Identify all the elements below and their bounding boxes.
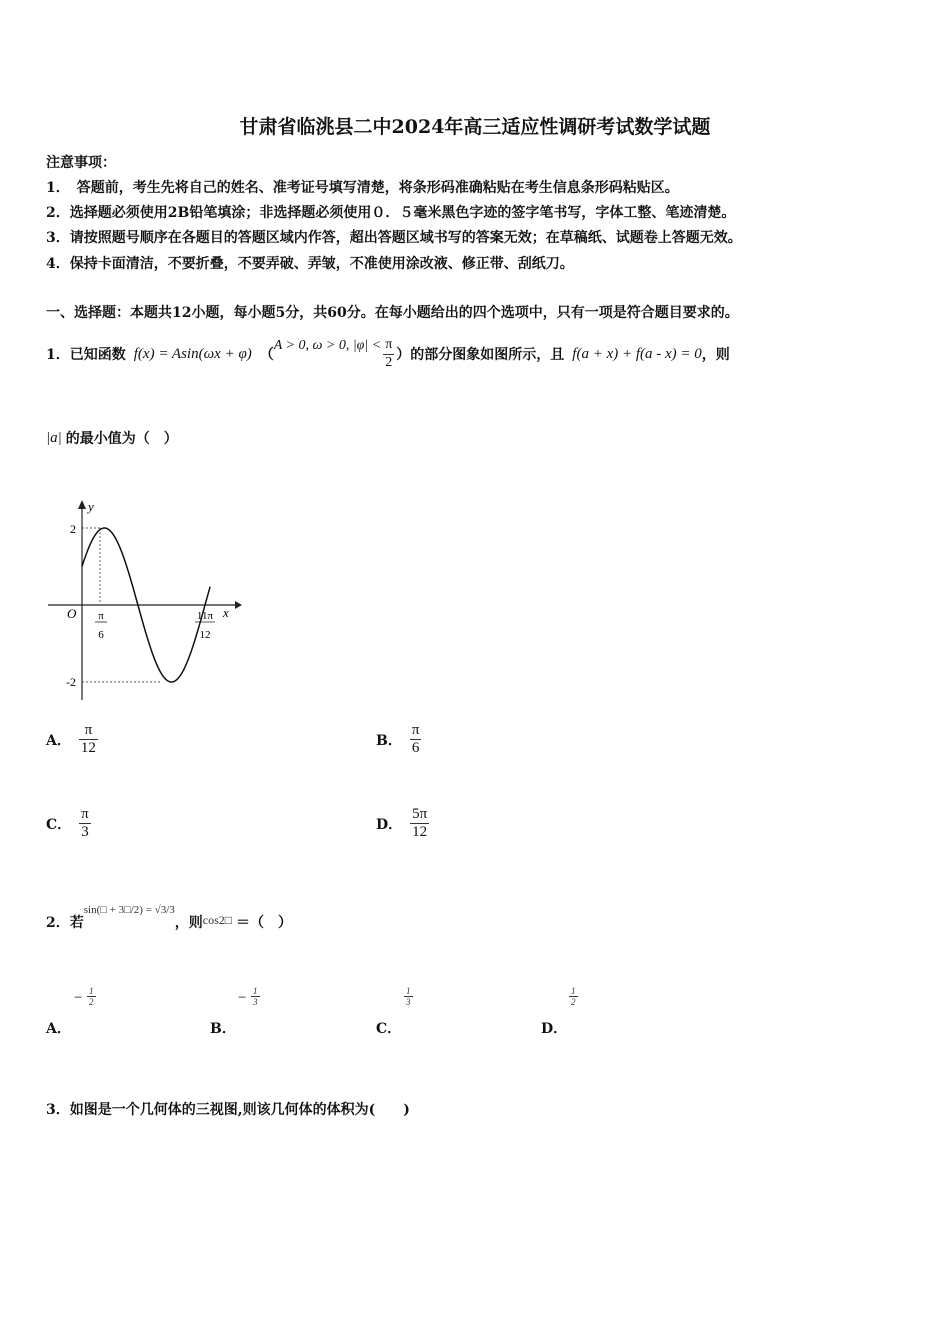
q2-option-d[interactable] bbox=[541, 984, 611, 1037]
q2-condition: sin(□ + 3□/2) = √3/3 bbox=[83, 904, 175, 916]
y-label: y bbox=[88, 499, 94, 514]
q1-option-c-num: π bbox=[79, 806, 91, 824]
q1-line2: 的最小值为（ ） bbox=[65, 431, 178, 447]
q2-option-a-num: 1 bbox=[89, 986, 94, 996]
q1-option-d-num: 5π bbox=[410, 806, 429, 824]
tick1-denominator: 6 bbox=[98, 629, 104, 641]
q2-option-b-den: 3 bbox=[253, 997, 258, 1008]
q2-tail: ＝（ ） bbox=[236, 915, 293, 931]
q2-option-b-fraction bbox=[251, 986, 260, 1008]
q2-option-a-fraction bbox=[87, 986, 96, 1008]
x-label: x bbox=[223, 605, 229, 620]
q2-option-d-label: D． bbox=[541, 1021, 568, 1037]
q2-target: cos2□ bbox=[202, 913, 233, 927]
x-axis-arrow-icon bbox=[235, 601, 242, 609]
q1-open-paren: （ bbox=[259, 347, 274, 363]
q2-option-c-label: C． bbox=[376, 1021, 402, 1037]
tick2-denominator: 12 bbox=[199, 629, 211, 641]
q1-option-b-num: π bbox=[410, 722, 422, 740]
q1-cond-numerator: π bbox=[383, 337, 394, 354]
y-axis-arrow-icon bbox=[78, 500, 86, 509]
section-heading: 一、选择题：本题共12小题，每小题5分，共60分。在每小题给出的四个选项中，只有一项是符合题目要求的。 bbox=[46, 305, 739, 321]
y-max-label: 2 bbox=[70, 522, 76, 536]
q1-abs-a: |a| bbox=[46, 429, 62, 446]
origin-label: O bbox=[67, 606, 77, 621]
q1-option-b-label: B． bbox=[376, 732, 402, 749]
q1-option-a-num: π bbox=[79, 722, 98, 740]
q1-function: f(x) = Asin(ωx + φ) bbox=[133, 345, 252, 362]
q2-option-c[interactable] bbox=[376, 984, 446, 1037]
question-2 bbox=[46, 904, 292, 932]
notice-item-3: 3．请按照题号顺序在各题目的答题区域内作答，超出答题区域书写的答案无效；在草稿纸、试题卷上答题无效。 bbox=[46, 230, 742, 246]
q1-option-d-fraction bbox=[410, 806, 429, 842]
question-1-line2 bbox=[46, 428, 178, 448]
q2-option-a[interactable] bbox=[46, 984, 116, 1037]
q1-option-b-den: 6 bbox=[411, 740, 420, 757]
page-title: 甘肃省临洮县二中2024年高三适应性调研考试数学试题 bbox=[239, 116, 711, 138]
q1-option-c-label: C． bbox=[46, 816, 72, 833]
tick2-numerator: 11π bbox=[196, 610, 214, 622]
notice-item-2: 2．选择题必须使用2B铅笔填涂；非选择题必须使用０．５毫米黑色字迹的签字笔书写，字体工整、笔迹清楚。 bbox=[46, 205, 736, 221]
notice-item-1: 1． 答题前，考生先将自己的姓名、准考证号填写清楚，将条形码准确粘贴在考生信息条形码粘贴区。 bbox=[46, 180, 679, 196]
q2-option-c-den: 3 bbox=[406, 997, 411, 1008]
q2-mid: ，则 bbox=[174, 915, 203, 931]
q1-option-c[interactable] bbox=[46, 806, 91, 842]
question-1-line1 bbox=[46, 334, 730, 374]
q1-option-a-label: A． bbox=[46, 732, 71, 749]
q2-option-a-den: 2 bbox=[89, 997, 94, 1008]
q2-option-d-den: 2 bbox=[571, 997, 576, 1008]
q2-option-c-num: 1 bbox=[406, 986, 411, 996]
q1-tail: ，则 bbox=[701, 347, 730, 363]
q2-option-c-fraction bbox=[404, 986, 413, 1008]
q1-relation: f(a + x) + f(a - x) = 0 bbox=[572, 345, 702, 362]
q1-option-b[interactable] bbox=[376, 722, 421, 758]
q2-option-b-label: B． bbox=[210, 1021, 236, 1037]
q1-close-text: ）的部分图象如图所示，且 bbox=[396, 347, 565, 363]
q2-option-a-sign: − bbox=[74, 990, 83, 1006]
q1-cond-denominator: 2 bbox=[385, 354, 393, 370]
tick1-numerator: π bbox=[98, 610, 104, 622]
q1-condition-fraction bbox=[383, 337, 394, 370]
q1-option-a-den: 12 bbox=[80, 740, 96, 757]
q1-prefix: 1．已知函数 bbox=[46, 347, 126, 363]
q1-option-c-den: 3 bbox=[81, 824, 89, 841]
q2-prefix: 2．若 bbox=[46, 915, 84, 931]
question-3: 3．如图是一个几何体的三视图,则该几何体的体积为( ) bbox=[46, 1102, 410, 1118]
notice-item-4: 4．保持卡面清洁，不要折叠，不要弄破、弄皱，不准使用涂改液、修正带、刮纸刀。 bbox=[46, 256, 574, 272]
q2-option-d-num: 1 bbox=[571, 986, 576, 996]
q1-option-a-fraction bbox=[79, 722, 98, 758]
q1-option-d-den: 12 bbox=[412, 824, 428, 841]
q1-option-c-fraction bbox=[79, 806, 91, 842]
q1-option-b-fraction bbox=[410, 722, 422, 758]
q2-option-a-label: A． bbox=[46, 1021, 71, 1037]
y-min-label: -2 bbox=[66, 675, 76, 689]
q1-graph bbox=[40, 495, 250, 710]
q1-option-d[interactable] bbox=[376, 806, 429, 842]
q2-option-d-fraction bbox=[569, 986, 578, 1008]
q2-option-b-num: 1 bbox=[253, 986, 258, 996]
q1-option-a[interactable] bbox=[46, 722, 98, 758]
q2-option-b-sign: − bbox=[238, 990, 247, 1006]
q2-option-b[interactable] bbox=[210, 984, 280, 1037]
q1-condition: A > 0, ω > 0, |φ| < bbox=[273, 338, 382, 353]
q1-option-d-label: D． bbox=[376, 816, 403, 833]
notice-heading: 注意事项： bbox=[46, 155, 116, 171]
